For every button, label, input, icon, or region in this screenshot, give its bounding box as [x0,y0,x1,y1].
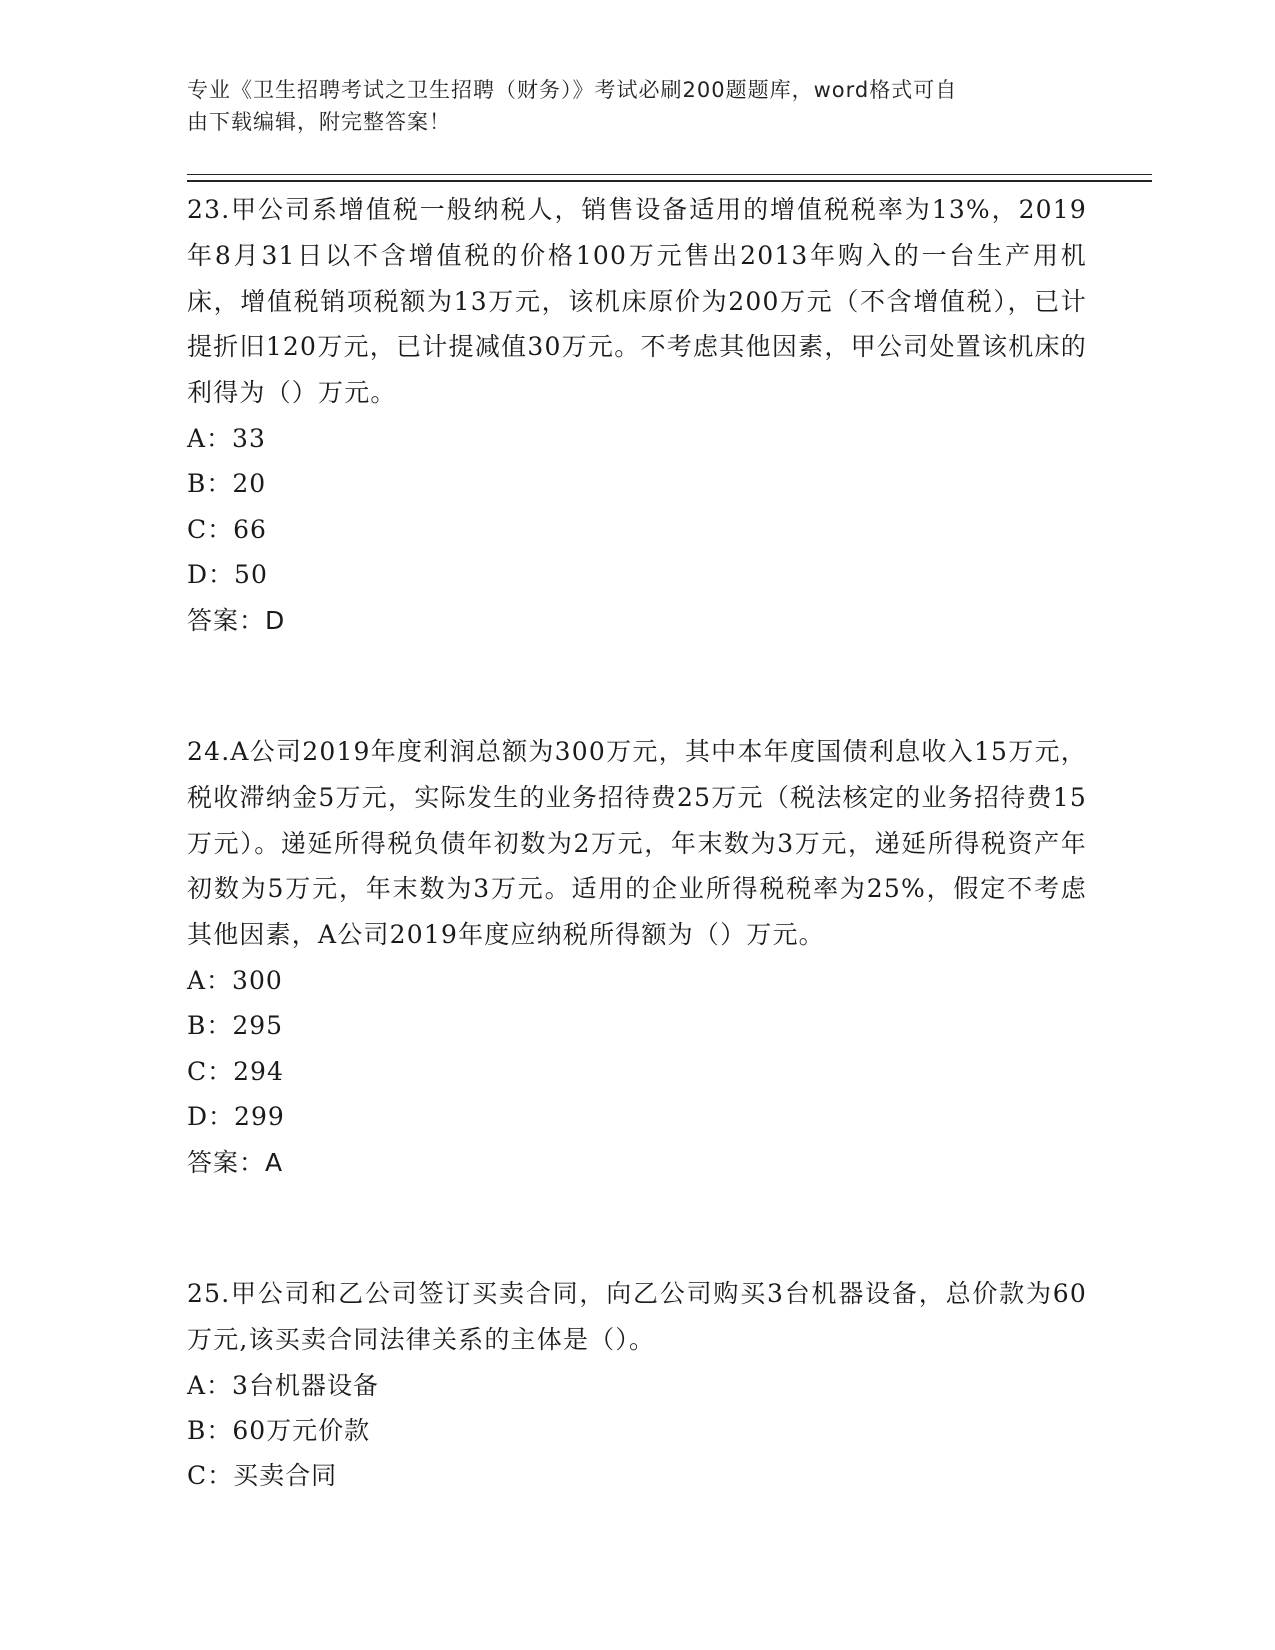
question-stem: 24.A公司2019年度利润总额为300万元，其中本年度国债利息收入15万元，税收滞纳金5万元，实际发生的业务招待费25万元（税法核定的业务招待费15万元）。递延所得税负债年初数为2万元，年末数为3万元，递延所得税资产年初数为5万元，年末数为3万元。适用的企业所得税税率为25%，假定不考虑其他因素，A公司2019年度应纳税所得额为（）万元。 [187,737,1087,950]
answer-line: 答案：D [187,605,286,635]
option-b: B：20 [187,469,267,499]
header-divider-thin [187,174,1152,175]
question-23 [187,187,1087,643]
option-b: B：60万元价款 [187,1416,371,1446]
option-c: C：买卖合同 [187,1461,338,1491]
option-c: C：294 [187,1056,284,1086]
question-stem: 25.甲公司和乙公司签订买卖合同，向乙公司购买3台机器设备，总价款为60万元,该买卖合同法律关系的主体是（）。 [187,1279,1087,1354]
question-stem: 23.甲公司系增值税一般纳税人，销售设备适用的增值税税率为13%，2019年8月31日以不含增值税的价格100万元售出2013年购入的一台生产用机床，增值税销项税额为13万元，该机床原价为200万元（不含增值税），已计提折旧120万元，已计提减值30万元。不考虑其他因素，甲公司处置该机床的利得为（）万元。 [187,195,1087,408]
option-c: C：66 [187,514,267,544]
header-line-2: 由下载编辑，附完整答案！ [187,110,451,134]
option-a: A：300 [187,966,283,995]
question-24 [187,729,1087,1185]
question-spacer [187,643,1087,729]
option-b: B：295 [187,1011,284,1041]
header-line-1: 专业《卫生招聘考试之卫生招聘（财务）》考试必刷200题题库，word格式可自 [187,78,958,102]
answer-line: 答案：A [187,1147,284,1177]
option-d: D：299 [187,1102,285,1132]
option-a: A：3台机器设备 [187,1370,379,1400]
question-spacer [187,1185,1087,1271]
option-d: D：50 [187,560,268,590]
header-divider-thick [187,180,1152,182]
question-25 [187,1271,1087,1499]
document-header [187,74,1067,138]
option-a: A：33 [187,423,266,453]
question-list [187,187,1087,1499]
